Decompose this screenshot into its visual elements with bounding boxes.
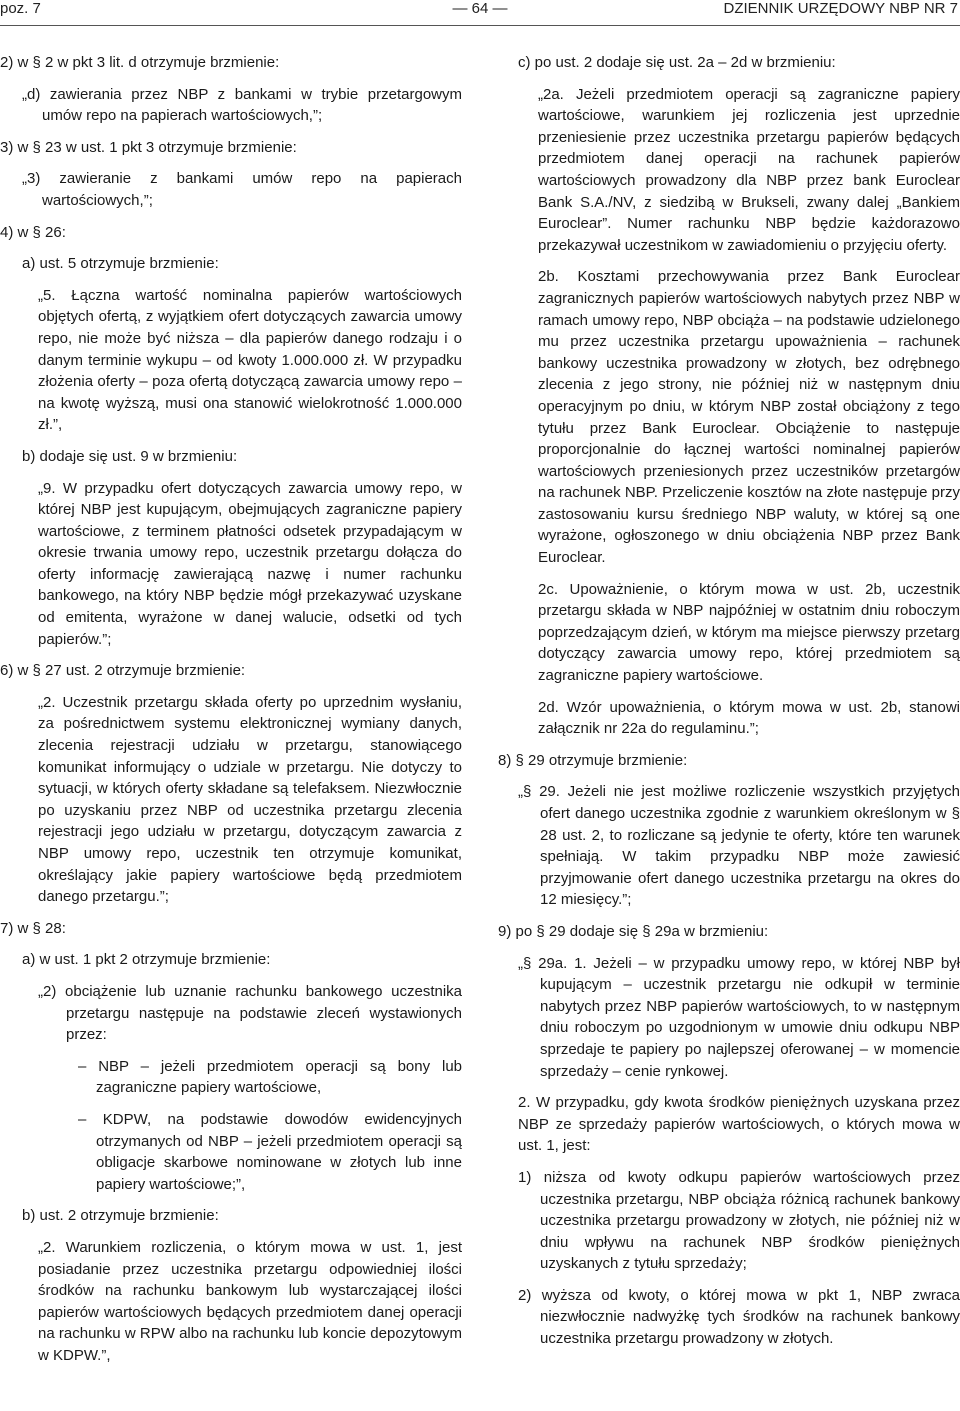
quoted-paragraph: „d) zawierania przez NBP z bankami w trybie przetargowym umów repo na papierach wartościowych,”;: [22, 85, 462, 125]
quoted-paragraph: „2) obciążenie lub uznanie rachunku bankowego uczestnika przetargu następuje na podstawie zleceń wystawionych przez:: [38, 982, 462, 1044]
paragraph: 7) w § 28:: [0, 919, 66, 937]
quoted-paragraph: „9. W przypadku ofert dotyczących zawarcia umowy repo, w której NBP jest kupującym, obejmujących zagraniczne papiery wartościowe, z terminem płatności odsetek przypadającym w okresie trwania umowy repo, uczestnik przetargu dołącza do oferty informację zawierającą nazwę i numer rachunku bankowego, na który NBP będzie mógł przekazywać uzyskane od emitenta, wyrażone w danej walucie, odsetki od tych papierów.”;: [38, 479, 462, 648]
journal-title: DZIENNIK URZĘDOWY NBP NR 7: [723, 0, 958, 17]
paragraph: b) dodaje się ust. 9 w brzmieniu:: [22, 447, 238, 465]
right-column: [498, 52, 960, 1360]
paragraph: 8) § 29 otrzymuje brzmienie:: [498, 751, 688, 769]
quoted-paragraph: 2c. Upoważnienie, o którym mowa w ust. 2b, uczestnik przetargu składa w NBP najpóźniej w ostatnim dniu roboczym poprzedzającym dzień, w którym ma miejsce pierwszy przetarg dotyczący zawarcia umowy repo, której przedmiotem są zagraniczne papiery wartościowe.: [538, 580, 960, 685]
left-column: [0, 52, 462, 1376]
quoted-paragraph: 2. W przypadku, gdy kwota środków pieniężnych uzyskana przez NBP ze sprzedaży papierów wartościowych, o których mowa w ust. 1, jest:: [518, 1094, 960, 1155]
dash-list-item: – KDPW, na podstawie dowodów ewidencyjnych otrzymanych od NBP – jeżeli przedmiotem operacji są obligacje skarbowe nominowane w złotych lub inne papiery wartościowe;”,: [78, 1110, 462, 1193]
quoted-paragraph: „§ 29a. 1. Jeżeli – w przypadku umowy repo, w której NBP był kupującym – uczestnik przetargu nie odkupił w terminie nabytych przez NBP papierów wartościowych, to w następnym dniu roboczym po uzgodnionym w umowie dniu odkupu NBP sprzedaje te papiery po najlepszej oferowanej – w momencie sprzedaży – cenie rynkowej.: [518, 954, 960, 1080]
quoted-paragraph: „§ 29. Jeżeli nie jest możliwe rozliczenie wszystkich przyjętych ofert danego uczestnika zgodnie z warunkiem określonym w § 28 ust. 2, to rozliczane są jedynie te oferty, które ten warunek spełniają. W takim przypadku NBP może zawiesić przyjmowanie ofert danego uczestnika przetargu na okres do 12 miesięcy.”;: [518, 783, 960, 909]
paragraph: 4) w § 26:: [0, 223, 66, 241]
paragraph: 9) po § 29 dodaje się § 29a w brzmieniu:: [498, 922, 769, 940]
quoted-paragraph: „5. Łączna wartość nominalna papierów wartościowych objętych ofertą, z wyjątkiem ofert dotyczących zawarcia umowy repo, nie może być niższa – dla papierów danego rodzaju i o danym terminie wykupu – od kwoty 1.000.000 zł. W przypadku złożenia oferty – poza ofertą dotyczącą zawarcia umowy repo – na kwotę wyższą, musi ona stanowić wielokrotność 1.000.000 zł.”,: [38, 286, 462, 434]
header-divider: [0, 25, 960, 26]
quoted-paragraph: „2. Uczestnik przetargu składa oferty po uprzednim wysłaniu, za pośrednictwem systemu elektronicznej wymiany danych, zlecenia rejestracji udziału w przetargu, stanowiącego komunikat informujący o udziale w przetargu. Nie dotyczy to sytuacji, w których oferty składane są telefaksem. Niezwłocznie po uzyskaniu przez NBP od uczestnika przetargu zlecenia rejestracji jego udziału w przetargu, dotyczącym zawarcia z NBP umowy repo, uczestnik ten otrzymuje komunikat, określający jakie papiery wartościowe będą przedmiotem danego przetargu.”;: [38, 693, 462, 906]
paragraph: a) w ust. 1 pkt 2 otrzymuje brzmienie:: [22, 951, 271, 969]
paragraph: b) ust. 2 otrzymuje brzmienie:: [22, 1207, 219, 1225]
dash-list-item: – NBP – jeżeli przedmiotem operacji są bony lub zagraniczne papiery wartościowe,: [78, 1057, 462, 1097]
paragraph: c) po ust. 2 dodaje się ust. 2a – 2d w brzmieniu:: [518, 54, 836, 71]
quoted-paragraph: „3) zawieranie z bankami umów repo na papierach wartościowych,”;: [22, 170, 462, 209]
quoted-paragraph: „2. Warunkiem rozliczenia, o którym mowa w ust. 1, jest posiadanie przez uczestnika przetargu odpowiedniej ilości środków na rachunku bankowym lub wystarczającej ilości papierów wartościowych będących przedmiotem danej operacji na rachunku w RPW albo na rachunku lub koncie depozytowym w KDPW.”,: [38, 1238, 462, 1364]
paragraph: 2) w § 2 w pkt 3 lit. d otrzymuje brzmienie:: [0, 54, 280, 71]
paragraph: 3) w § 23 w ust. 1 pkt 3 otrzymuje brzmienie:: [0, 138, 297, 156]
page-number: — 64 —: [452, 0, 508, 17]
numbered-list-item: 1) niższa od kwoty odkupu papierów wartościowych przez uczestnika przetargu, NBP obciąża różnicą rachunek bankowy uczestnika przetargu prowadzony w złotych, nie później niż w dniu wpływu na rachunek NBP środków pieniężnych uzyskanych z tytułu sprzedaży;: [518, 1168, 960, 1273]
numbered-list-item: 2) wyższa od kwoty, o której mowa w pkt 1, NBP zwraca niezwłocznie nadwyżkę tych środków na rachunek bankowy uczestnika przetargu prowadzony w złotych.: [518, 1286, 960, 1348]
quoted-paragraph: 2b. Kosztami przechowywania przez Bank Euroclear zagranicznych papierów wartościowych nabytych przez NBP w ramach umowy repo, NBP obciąża – na podstawie udzielonego mu przez uczestnika przetargu upoważnienia – rachunek bankowy uczestnika prowadzony w złotych, bez odrębnego zlecenia z jego strony, nie później niż w następnym dniu operacyjnym po dniu, w którym NBP został obciążony z tego tytułu przez Bank Euroclear. Obciążenie to następuje proporcjonalnie do łącznej wartości nominalnej papierów wartościowych przeniesionych przez uczestników przetargów na rachunek NBP. Przeliczenie kosztów na złote następuje przy zastosowaniu kursu średniego NBP waluty, w której są one wyrażone, ogłoszonego w dniu obciążenia NBP przez Bank Euroclear.: [538, 268, 960, 567]
paragraph: a) ust. 5 otrzymuje brzmienie:: [22, 255, 219, 273]
page-header: [0, 0, 960, 26]
paragraph: 6) w § 27 ust. 2 otrzymuje brzmienie:: [0, 662, 246, 680]
page-position-label: poz. 7: [0, 0, 41, 17]
quoted-paragraph: 2d. Wzór upoważnienia, o którym mowa w ust. 2b, stanowi załącznik nr 22a do regulaminu.”;: [538, 698, 960, 738]
quoted-paragraph: „2a. Jeżeli przedmiotem operacji są zagraniczne papiery wartościowe, warunkiem jej rozliczenia jest uprzednie przeniesienie przez uczestnika przetargu papierów będących przedmiotem danej operacji na rachunek papierów wartościowych prowadzony dla NBP przez bank Euroclear Bank S.A./NV, z siedzibą w Brukseli, zwany dalej „Bankiem Euroclear”. Numer rachunku NBP będzie każdorazowo przekazywał uczestnikom w zawiadomieniu o przyjęciu oferty.: [538, 85, 960, 254]
